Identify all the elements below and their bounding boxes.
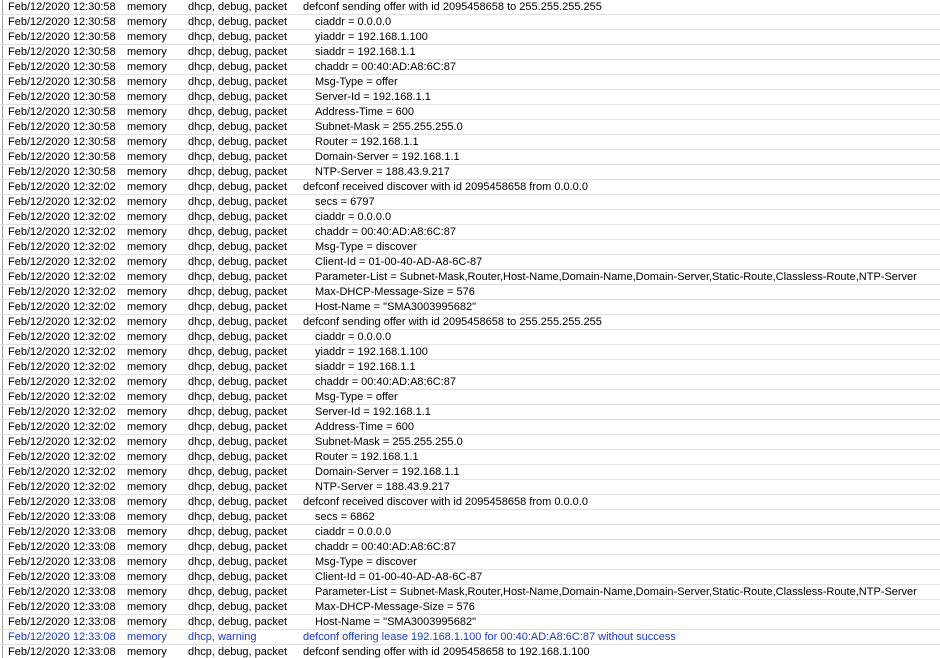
log-row-30[interactable]: [0, 450, 940, 465]
log-message: defconf sending offer with id 2095458658 to 255.255.255.255: [303, 316, 602, 328]
log-topics: dhcp, debug, packet: [188, 646, 288, 658]
log-buffer: memory: [127, 286, 167, 298]
log-buffer: memory: [127, 406, 167, 418]
log-row-18[interactable]: [0, 270, 940, 285]
log-message: Address-Time = 600: [315, 421, 414, 433]
log-buffer: memory: [127, 241, 167, 253]
log-row-24[interactable]: [0, 360, 940, 375]
log-buffer: memory: [127, 601, 167, 613]
log-buffer: memory: [127, 106, 167, 118]
log-message: secs = 6862: [315, 511, 375, 523]
log-buffer: memory: [127, 136, 167, 148]
log-buffer: memory: [127, 556, 167, 568]
log-topics: dhcp, debug, packet: [188, 361, 288, 373]
log-time: Feb/12/2020 12:30:58: [8, 166, 116, 178]
log-topics: dhcp, debug, packet: [188, 301, 288, 313]
log-row-10[interactable]: [0, 150, 940, 165]
log-topics: dhcp, debug, packet: [188, 346, 288, 358]
log-time: Feb/12/2020 12:32:02: [8, 436, 116, 448]
log-topics: dhcp, debug, packet: [188, 601, 288, 613]
log-message: Parameter-List = Subnet-Mask,Router,Host-Name,Domain-Name,Domain-Server,Static-Route,Classless-Route,NTP-Server: [315, 586, 917, 598]
log-message: siaddr = 192.168.1.1: [315, 361, 416, 373]
log-message: chaddr = 00:40:AD:A8:6C:87: [315, 541, 456, 553]
log-message: yiaddr = 192.168.1.100: [315, 31, 428, 43]
log-time: Feb/12/2020 12:30:58: [8, 31, 116, 43]
log-topics: dhcp, debug, packet: [188, 211, 288, 223]
log-topics: dhcp, debug, packet: [188, 406, 288, 418]
log-row-33[interactable]: [0, 495, 940, 510]
log-buffer: memory: [127, 436, 167, 448]
log-row-41[interactable]: [0, 615, 940, 630]
log-topics: dhcp, debug, packet: [188, 61, 288, 73]
log-topics: dhcp, debug, packet: [188, 436, 288, 448]
log-row-0[interactable]: [0, 0, 940, 15]
log-message: yiaddr = 192.168.1.100: [315, 346, 428, 358]
log-topics: dhcp, debug, packet: [188, 106, 288, 118]
log-time: Feb/12/2020 12:32:02: [8, 331, 116, 343]
log-buffer: memory: [127, 496, 167, 508]
log-time: Feb/12/2020 12:30:58: [8, 136, 116, 148]
log-time: Feb/12/2020 12:32:02: [8, 451, 116, 463]
log-time: Feb/12/2020 12:30:58: [8, 1, 116, 13]
log-message: ciaddr = 0.0.0.0: [315, 526, 392, 538]
log-topics: dhcp, debug, packet: [188, 616, 288, 628]
log-message: Domain-Server = 192.168.1.1: [315, 151, 460, 163]
log-time: Feb/12/2020 12:32:02: [8, 241, 116, 253]
log-topics: dhcp, debug, packet: [188, 511, 288, 523]
log-message: defconf received discover with id 2095458658 from 0.0.0.0: [303, 496, 588, 508]
log-buffer: memory: [127, 586, 167, 598]
log-message: Subnet-Mask = 255.255.255.0: [315, 121, 463, 133]
log-topics: dhcp, debug, packet: [188, 151, 288, 163]
log-time: Feb/12/2020 12:33:08: [8, 601, 116, 613]
log-time: Feb/12/2020 12:32:02: [8, 301, 116, 313]
log-time: Feb/12/2020 12:33:08: [8, 526, 116, 538]
log-row-1[interactable]: [0, 15, 940, 30]
log-time: Feb/12/2020 12:32:02: [8, 256, 116, 268]
log-message: ciaddr = 0.0.0.0: [315, 211, 392, 223]
log-row-20[interactable]: [0, 300, 940, 315]
log-buffer: memory: [127, 226, 167, 238]
log-message: Server-Id = 192.168.1.1: [315, 91, 431, 103]
log-topics: dhcp, debug, packet: [188, 1, 288, 13]
log-message: ciaddr = 0.0.0.0: [315, 331, 392, 343]
log-message: Msg-Type = discover: [315, 556, 417, 568]
log-row-31[interactable]: [0, 465, 940, 480]
log-row-27[interactable]: [0, 405, 940, 420]
log-time: Feb/12/2020 12:30:58: [8, 76, 116, 88]
log-buffer: memory: [127, 511, 167, 523]
log-time: Feb/12/2020 12:33:08: [8, 646, 116, 658]
log-message: Parameter-List = Subnet-Mask,Router,Host-Name,Domain-Name,Domain-Server,Static-Route,Classless-Route,NTP-Server: [315, 271, 917, 283]
log-topics: dhcp, debug, packet: [188, 526, 288, 538]
log-buffer: memory: [127, 346, 167, 358]
log-time: Feb/12/2020 12:32:02: [8, 466, 116, 478]
log-row-5[interactable]: [0, 75, 940, 90]
log-row-43[interactable]: [0, 645, 940, 658]
log-topics: dhcp, debug, packet: [188, 421, 288, 433]
log-topics: dhcp, debug, packet: [188, 496, 288, 508]
log-topics: dhcp, debug, packet: [188, 376, 288, 388]
log-topics: dhcp, debug, packet: [188, 31, 288, 43]
log-message: Msg-Type = offer: [315, 391, 398, 403]
log-topics: dhcp, debug, packet: [188, 586, 288, 598]
log-topics: dhcp, debug, packet: [188, 46, 288, 58]
log-row-13[interactable]: [0, 195, 940, 210]
log-buffer: memory: [127, 526, 167, 538]
log-buffer: memory: [127, 631, 167, 643]
log-row-40[interactable]: [0, 600, 940, 615]
log-time: Feb/12/2020 12:33:08: [8, 571, 116, 583]
log-message: defconf sending offer with id 2095458658 to 192.168.1.100: [303, 646, 590, 658]
log-buffer: memory: [127, 256, 167, 268]
log-message: defconf sending offer with id 2095458658 to 255.255.255.255: [303, 1, 602, 13]
log-message: Router = 192.168.1.1: [315, 451, 419, 463]
log-buffer: memory: [127, 196, 167, 208]
log-buffer: memory: [127, 481, 167, 493]
log-row-17[interactable]: [0, 255, 940, 270]
log-message: chaddr = 00:40:AD:A8:6C:87: [315, 376, 456, 388]
log-message: defconf received discover with id 2095458658 from 0.0.0.0: [303, 181, 588, 193]
log-time: Feb/12/2020 12:32:02: [8, 271, 116, 283]
log-buffer: memory: [127, 361, 167, 373]
log-time: Feb/12/2020 12:30:58: [8, 16, 116, 28]
log-row-2[interactable]: [0, 30, 940, 45]
log-message: Server-Id = 192.168.1.1: [315, 406, 431, 418]
log-time: Feb/12/2020 12:32:02: [8, 481, 116, 493]
log-buffer: memory: [127, 1, 167, 13]
log-row-9[interactable]: [0, 135, 940, 150]
log-row-23[interactable]: [0, 345, 940, 360]
log-time: Feb/12/2020 12:30:58: [8, 61, 116, 73]
log-message: Subnet-Mask = 255.255.255.0: [315, 436, 463, 448]
log-row-36[interactable]: [0, 540, 940, 555]
log-row-35[interactable]: [0, 525, 940, 540]
log-topics: dhcp, debug, packet: [188, 391, 288, 403]
log-time: Feb/12/2020 12:33:08: [8, 496, 116, 508]
log-row-39[interactable]: [0, 585, 940, 600]
log-topics: dhcp, debug, packet: [188, 166, 288, 178]
log-time: Feb/12/2020 12:32:02: [8, 226, 116, 238]
log-topics: dhcp, debug, packet: [188, 121, 288, 133]
log-topics: dhcp, debug, packet: [188, 556, 288, 568]
log-row-15[interactable]: [0, 225, 940, 240]
log-buffer: memory: [127, 46, 167, 58]
log-topics: dhcp, debug, packet: [188, 256, 288, 268]
log-time: Feb/12/2020 12:30:58: [8, 151, 116, 163]
log-time: Feb/12/2020 12:33:08: [8, 541, 116, 553]
log-topics: dhcp, debug, packet: [188, 286, 288, 298]
log-time: Feb/12/2020 12:30:58: [8, 91, 116, 103]
log-row-6[interactable]: [0, 90, 940, 105]
log-topics: dhcp, debug, packet: [188, 91, 288, 103]
log-time: Feb/12/2020 12:32:02: [8, 181, 116, 193]
log-buffer: memory: [127, 316, 167, 328]
log-row-14[interactable]: [0, 210, 940, 225]
log-topics: dhcp, debug, packet: [188, 331, 288, 343]
log-message: defconf offering lease 192.168.1.100 for 00:40:AD:A8:6C:87 without success: [303, 631, 676, 643]
log-row-28[interactable]: [0, 420, 940, 435]
log-row-12[interactable]: [0, 180, 940, 195]
log-message: chaddr = 00:40:AD:A8:6C:87: [315, 61, 456, 73]
log-topics: dhcp, debug, packet: [188, 271, 288, 283]
log-time: Feb/12/2020 12:33:08: [8, 631, 116, 643]
log-buffer: memory: [127, 271, 167, 283]
log-buffer: memory: [127, 166, 167, 178]
log-message: Msg-Type = discover: [315, 241, 417, 253]
log-message: NTP-Server = 188.43.9.217: [315, 166, 450, 178]
log-row-26[interactable]: [0, 390, 940, 405]
log-message: Host-Name = "SMA3003995682": [315, 616, 476, 628]
log-time: Feb/12/2020 12:32:02: [8, 196, 116, 208]
log-buffer: memory: [127, 541, 167, 553]
log-topics: dhcp, debug, packet: [188, 466, 288, 478]
log-row-7[interactable]: [0, 105, 940, 120]
log-topics: dhcp, debug, packet: [188, 16, 288, 28]
log-topics: dhcp, debug, packet: [188, 241, 288, 253]
log-topics: dhcp, debug, packet: [188, 181, 288, 193]
log-row-8[interactable]: [0, 120, 940, 135]
log-time: Feb/12/2020 12:32:02: [8, 361, 116, 373]
log-message: chaddr = 00:40:AD:A8:6C:87: [315, 226, 456, 238]
log-time: Feb/12/2020 12:30:58: [8, 46, 116, 58]
log-buffer: memory: [127, 466, 167, 478]
log-buffer: memory: [127, 391, 167, 403]
log-time: Feb/12/2020 12:32:02: [8, 406, 116, 418]
log-time: Feb/12/2020 12:33:08: [8, 556, 116, 568]
log-row-16[interactable]: [0, 240, 940, 255]
log-topics: dhcp, debug, packet: [188, 481, 288, 493]
log-topics: dhcp, debug, packet: [188, 196, 288, 208]
log-row-22[interactable]: [0, 330, 940, 345]
log-topics: dhcp, warning: [188, 631, 257, 643]
log-time: Feb/12/2020 12:32:02: [8, 421, 116, 433]
log-row-29[interactable]: [0, 435, 940, 450]
log-time: Feb/12/2020 12:33:08: [8, 511, 116, 523]
log-buffer: memory: [127, 421, 167, 433]
log-topics: dhcp, debug, packet: [188, 541, 288, 553]
log-buffer: memory: [127, 616, 167, 628]
log-row-19[interactable]: [0, 285, 940, 300]
log-topics: dhcp, debug, packet: [188, 76, 288, 88]
log-buffer: memory: [127, 211, 167, 223]
log-row-11[interactable]: [0, 165, 940, 180]
log-row-25[interactable]: [0, 375, 940, 390]
log-message: Host-Name = "SMA3003995682": [315, 301, 476, 313]
log-message: Client-Id = 01-00-40-AD-A8-6C-87: [315, 256, 483, 268]
log-topics: dhcp, debug, packet: [188, 316, 288, 328]
log-message: Max-DHCP-Message-Size = 576: [315, 601, 475, 613]
log-buffer: memory: [127, 91, 167, 103]
log-topics: dhcp, debug, packet: [188, 136, 288, 148]
log-message: Msg-Type = offer: [315, 76, 398, 88]
log-row-38[interactable]: [0, 570, 940, 585]
log-row-21[interactable]: [0, 315, 940, 330]
log-message: Client-Id = 01-00-40-AD-A8-6C-87: [315, 571, 483, 583]
log-buffer: memory: [127, 31, 167, 43]
log-row-32[interactable]: [0, 480, 940, 495]
log-row-4[interactable]: [0, 60, 940, 75]
log-buffer: memory: [127, 16, 167, 28]
log-message: Router = 192.168.1.1: [315, 136, 419, 148]
log-buffer: memory: [127, 646, 167, 658]
log-message: ciaddr = 0.0.0.0: [315, 16, 392, 28]
log-message: NTP-Server = 188.43.9.217: [315, 481, 450, 493]
log-message: Max-DHCP-Message-Size = 576: [315, 286, 475, 298]
log-time: Feb/12/2020 12:32:02: [8, 391, 116, 403]
log-topics: dhcp, debug, packet: [188, 451, 288, 463]
log-message: siaddr = 192.168.1.1: [315, 46, 416, 58]
log-time: Feb/12/2020 12:30:58: [8, 106, 116, 118]
log-time: Feb/12/2020 12:32:02: [8, 286, 116, 298]
log-buffer: memory: [127, 121, 167, 133]
log-message: secs = 6797: [315, 196, 375, 208]
log-buffer: memory: [127, 151, 167, 163]
log-topics: dhcp, debug, packet: [188, 226, 288, 238]
log-row-3[interactable]: [0, 45, 940, 60]
log-buffer: memory: [127, 451, 167, 463]
log-time: Feb/12/2020 12:33:08: [8, 586, 116, 598]
log-buffer: memory: [127, 571, 167, 583]
log-message: Domain-Server = 192.168.1.1: [315, 466, 460, 478]
log-row-42[interactable]: [0, 630, 940, 645]
log-time: Feb/12/2020 12:32:02: [8, 346, 116, 358]
log-topics: dhcp, debug, packet: [188, 571, 288, 583]
log-buffer: memory: [127, 376, 167, 388]
log-time: Feb/12/2020 12:33:08: [8, 616, 116, 628]
log-buffer: memory: [127, 61, 167, 73]
log-time: Feb/12/2020 12:32:02: [8, 211, 116, 223]
log-buffer: memory: [127, 301, 167, 313]
log-time: Feb/12/2020 12:32:02: [8, 376, 116, 388]
log-buffer: memory: [127, 331, 167, 343]
log-buffer: memory: [127, 76, 167, 88]
log-row-34[interactable]: [0, 510, 940, 525]
log-time: Feb/12/2020 12:32:02: [8, 316, 116, 328]
log-time: Feb/12/2020 12:30:58: [8, 121, 116, 133]
log-message: Address-Time = 600: [315, 106, 414, 118]
log-buffer: memory: [127, 181, 167, 193]
log-row-37[interactable]: [0, 555, 940, 570]
